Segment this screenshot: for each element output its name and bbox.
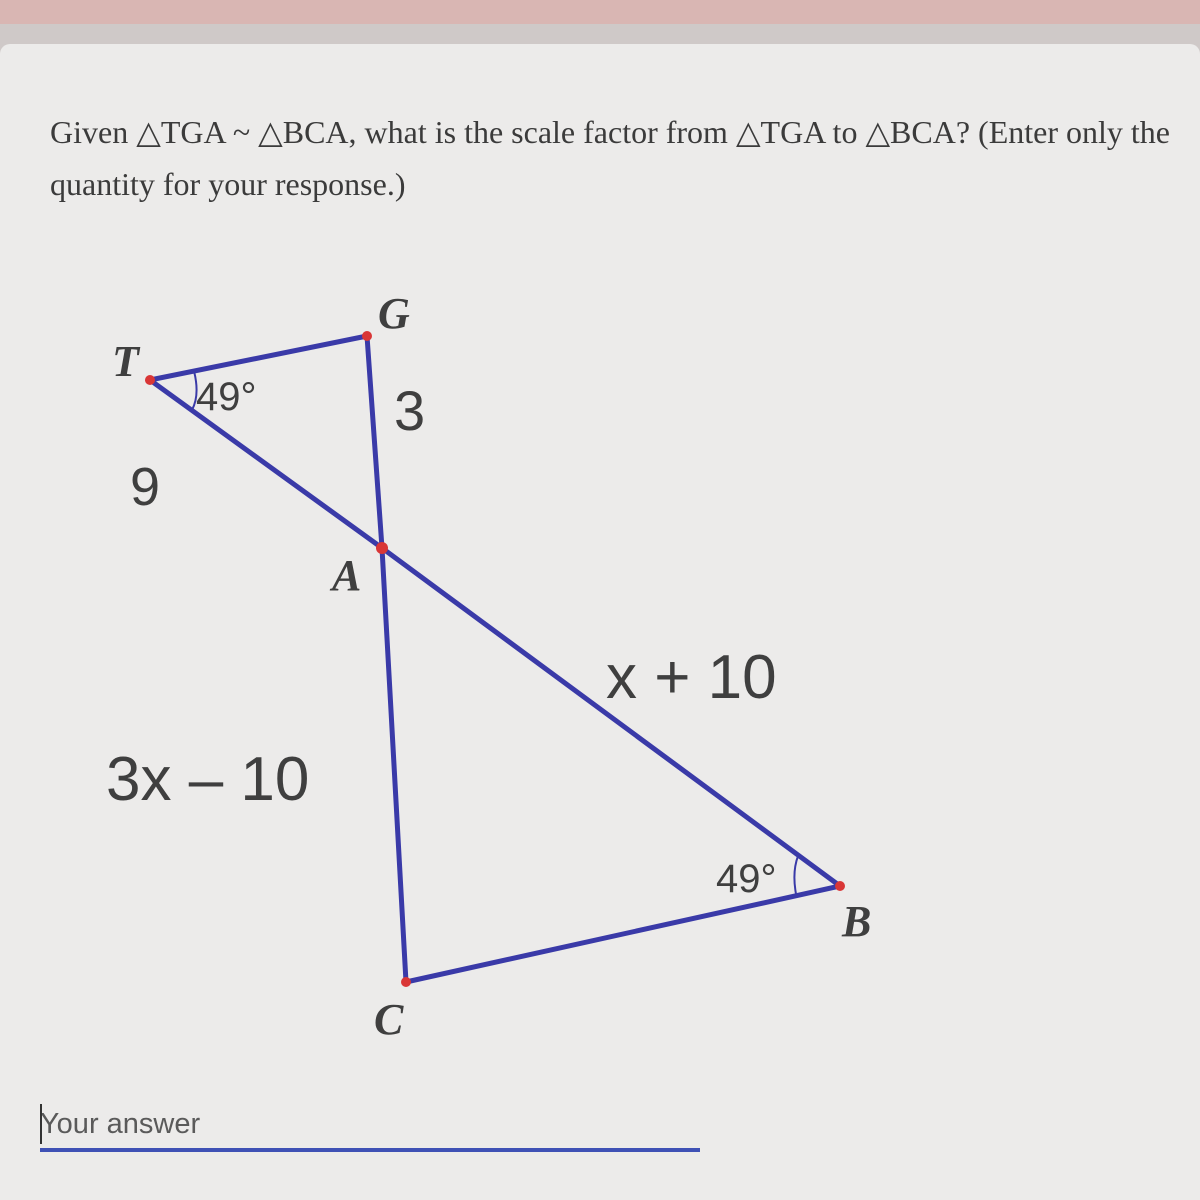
question-text: Given △TGA ~ △BCA, what is the scale factor from △TGA to △BCA? (Enter only the quantity for your response.) — [50, 114, 1170, 202]
text-caret — [40, 1104, 42, 1144]
point-G — [362, 331, 372, 341]
point-A — [376, 542, 388, 554]
vertex-label-G: G — [378, 289, 410, 338]
point-T — [145, 375, 155, 385]
point-C — [401, 977, 411, 987]
side-label-GA: 3 — [394, 379, 426, 442]
side-label-AC: 3x – 10 — [106, 745, 310, 814]
vertex-label-B: B — [842, 897, 872, 946]
vertex-label-T: T — [112, 337, 139, 386]
angle-label-B: 49° — [716, 857, 777, 901]
side-label-AB: x + 10 — [606, 643, 777, 712]
edge-AC — [382, 548, 406, 982]
edge-AB — [382, 548, 840, 886]
side-label-TA: 9 — [130, 457, 161, 517]
angle-arc-B — [794, 856, 798, 894]
angle-label-T: 49° — [196, 375, 257, 419]
edge-GA — [367, 336, 382, 548]
vertex-label-C: C — [374, 995, 404, 1044]
point-B — [835, 881, 845, 891]
edge-TA — [150, 380, 382, 548]
vertex-label-A: A — [332, 551, 362, 600]
edge-TG — [150, 336, 367, 380]
answer-input[interactable] — [40, 1100, 700, 1152]
